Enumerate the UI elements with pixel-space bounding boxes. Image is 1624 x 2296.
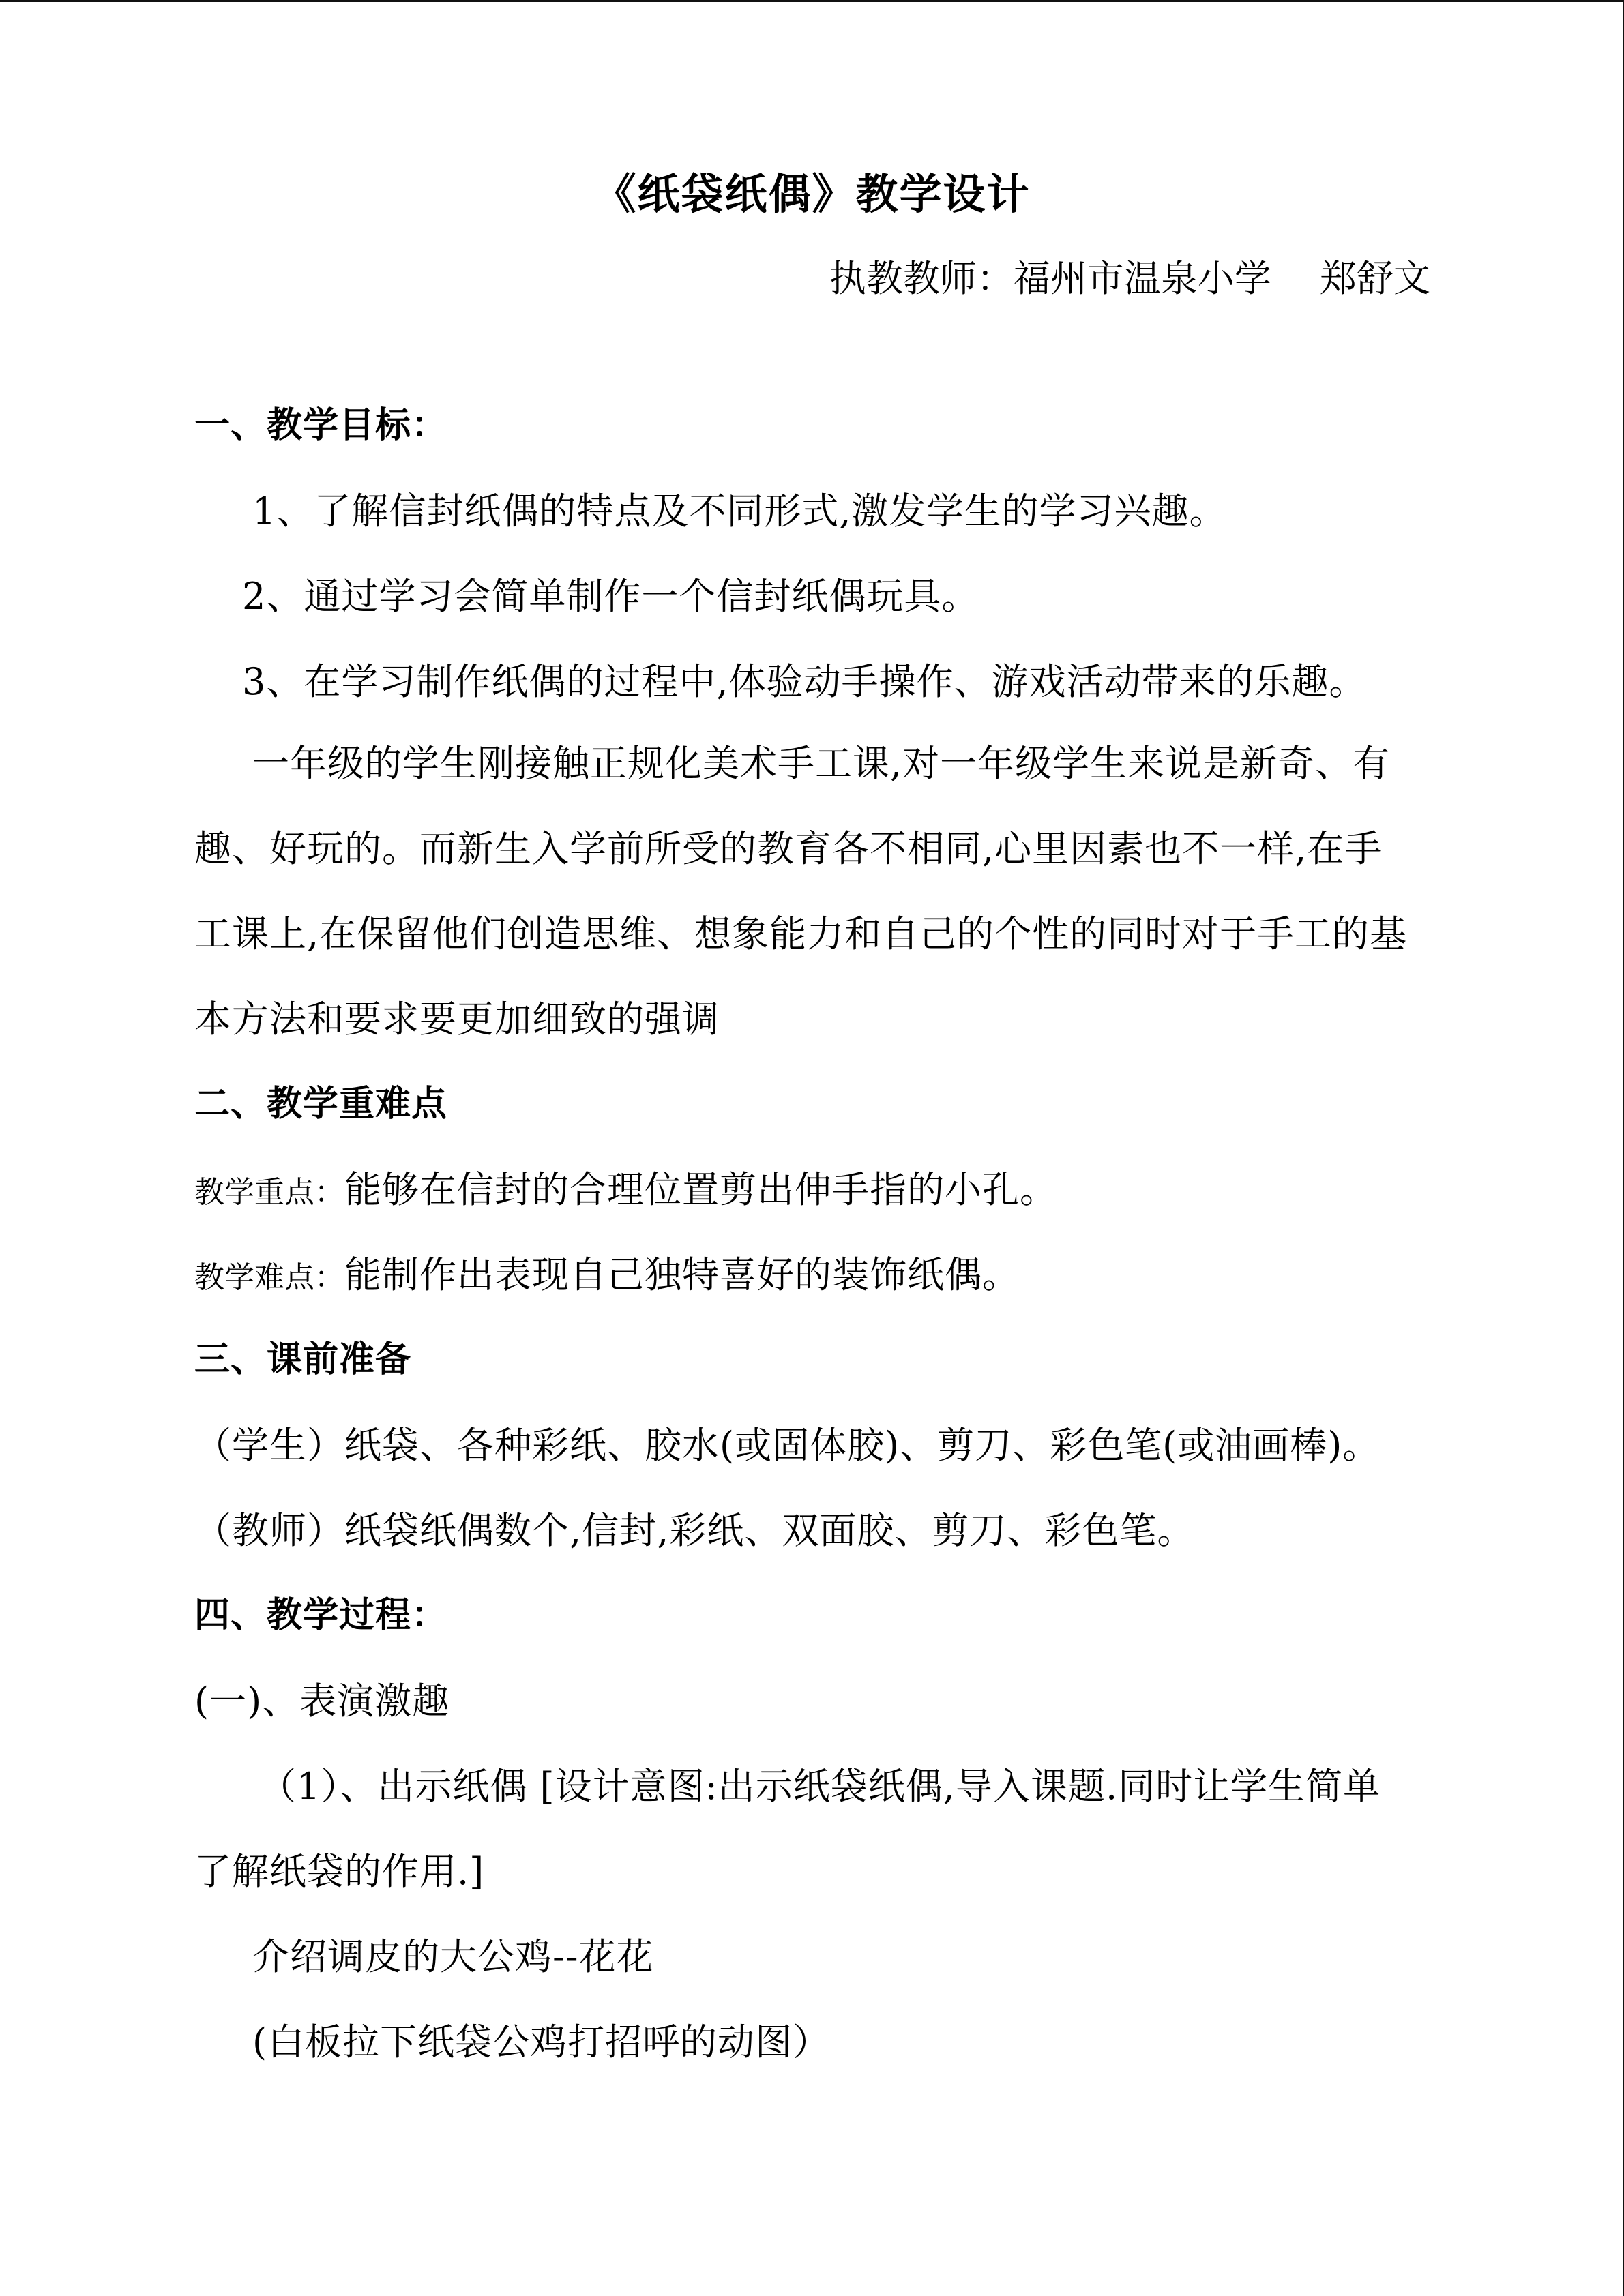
process-part-heading: (一)、表演激趣 bbox=[194, 1680, 450, 1723]
difficulty-text: 能制作出表现自己独特喜好的装饰纸偶。 bbox=[344, 1253, 1020, 1296]
section-heading-key-points: 二、教学重难点 bbox=[194, 1084, 448, 1124]
document-title: 《纸袋纸偶》教学设计 bbox=[593, 169, 1031, 219]
process-note-line: (白板拉下纸袋公鸡打招呼的动图） bbox=[252, 2021, 831, 2063]
page-border-top bbox=[0, 0, 1624, 2]
key-point-text: 能够在信封的合理位置剪出伸手指的小孔。 bbox=[344, 1168, 1057, 1211]
student-materials: （学生）纸袋、各种彩纸、胶水(或固体胶)、剪刀、彩色笔(或油画棒)。 bbox=[194, 1424, 1381, 1467]
objective-item: 1、了解信封纸偶的特点及不同形式,激发学生的学习兴趣。 bbox=[252, 490, 1227, 533]
paragraph-line: 趣、好玩的。而新生入学前所受的教育各不相同,心里因素也不一样,在手 bbox=[194, 827, 1383, 870]
difficulty-line bbox=[194, 1253, 1020, 1296]
objective-item: 2、通过学习会简单制作一个信封纸偶玩具。 bbox=[242, 575, 979, 618]
section-heading-objectives: 一、教学目标： bbox=[194, 405, 448, 446]
paragraph-line: 工课上,在保留他们创造思维、想象能力和自己的个性的同时对于手工的基 bbox=[194, 912, 1408, 955]
difficulty-label: 教学难点： bbox=[194, 1260, 344, 1295]
section-heading-process: 四、教学过程： bbox=[194, 1595, 448, 1636]
objective-item: 3、在学习制作纸偶的过程中,体验动手操作、游戏活动带来的乐趣。 bbox=[242, 660, 1367, 703]
author-line: 执教教师：福州市温泉小学 郑舒文 bbox=[829, 257, 1430, 300]
paragraph-line: 一年级的学生刚接触正规化美术手工课,对一年级学生来说是新奇、有 bbox=[252, 742, 1391, 785]
process-step-line: （1）、出示纸偶 [设计意图:出示纸袋纸偶,导入课题.同时让学生简单 bbox=[259, 1765, 1381, 1808]
section-heading-preparation: 三、课前准备 bbox=[194, 1339, 412, 1380]
process-step-line: 了解纸袋的作用.] bbox=[194, 1850, 485, 1893]
key-point-line bbox=[194, 1168, 1057, 1211]
paragraph-line: 本方法和要求要更加细致的强调 bbox=[194, 998, 720, 1041]
teacher-materials: （教师）纸袋纸偶数个,信封,彩纸、双面胶、剪刀、彩色笔。 bbox=[194, 1509, 1195, 1552]
process-intro-line: 介绍调皮的大公鸡--花花 bbox=[252, 1935, 654, 1978]
key-point-label: 教学重点： bbox=[194, 1175, 344, 1210]
